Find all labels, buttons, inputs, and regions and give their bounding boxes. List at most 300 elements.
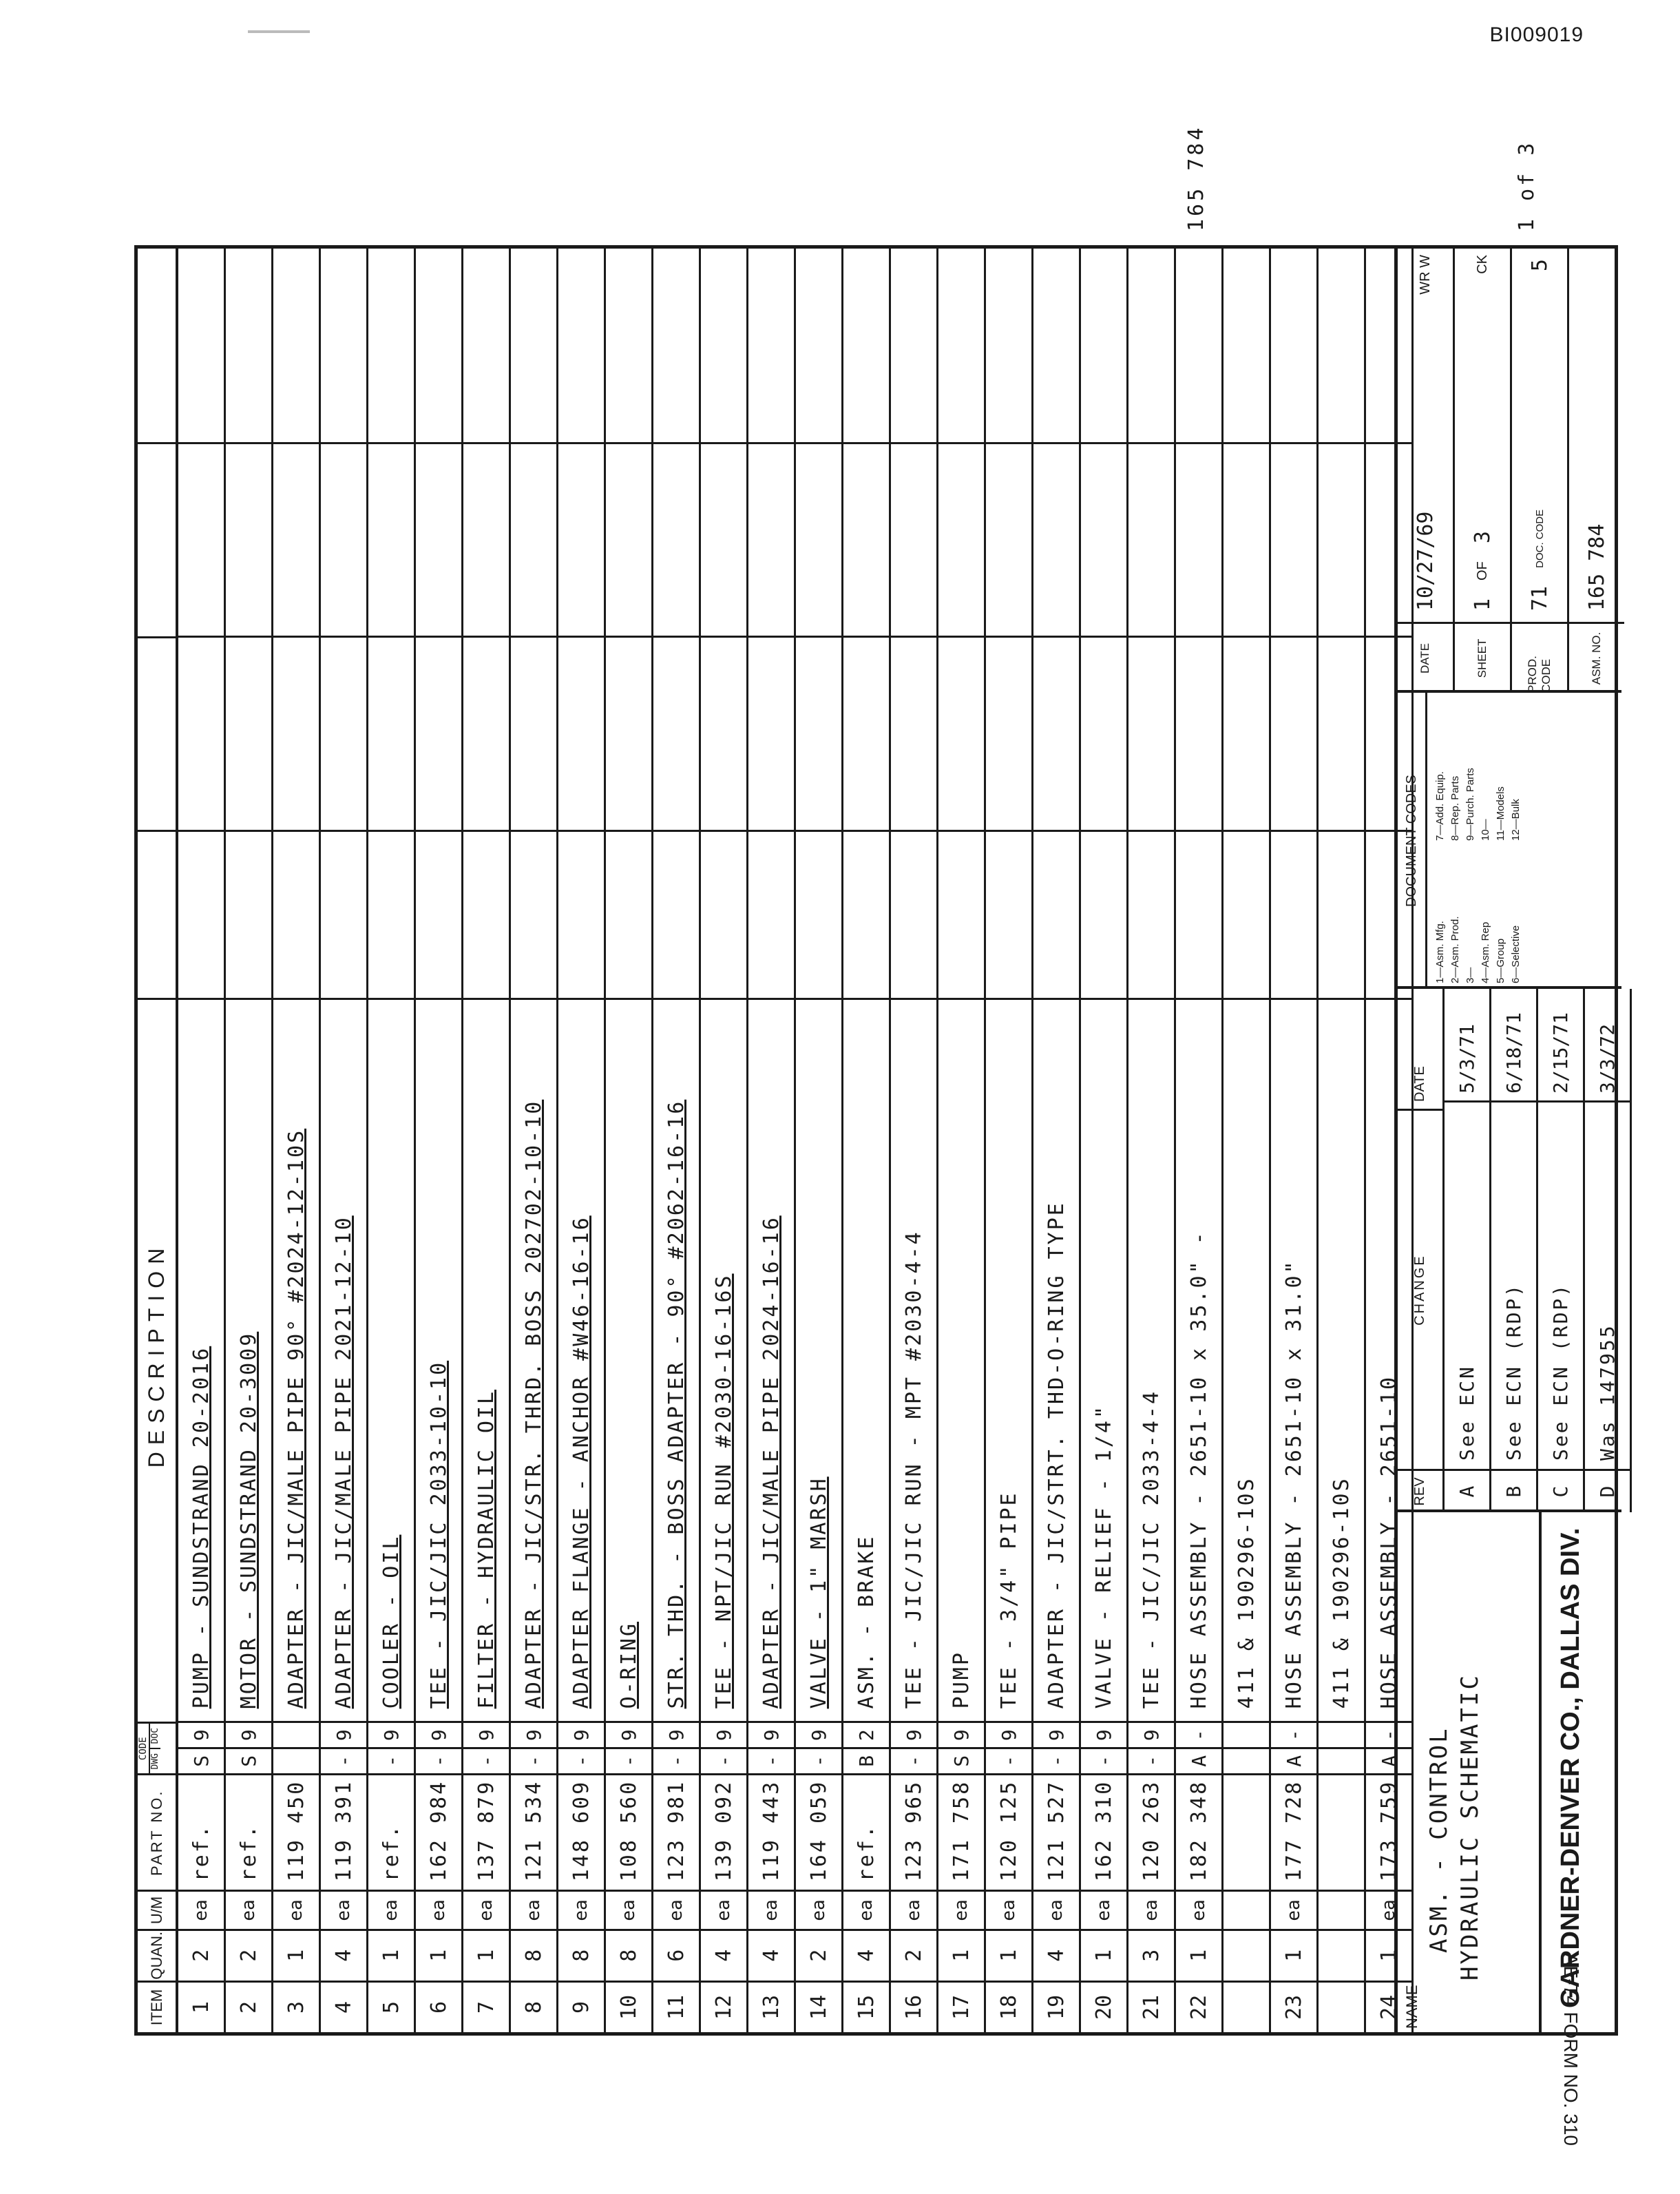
blank-cell (606, 442, 651, 636)
part-number-cell: 164 059 (796, 1773, 841, 1890)
col-extra-2 (138, 636, 176, 830)
blank-cell (701, 636, 746, 829)
doc-code-cell: 9 (178, 1721, 224, 1747)
blank-cell (701, 442, 746, 636)
blank-cell (1319, 830, 1364, 998)
form-number: AE-74 FORM NO. 310 (1560, 1952, 1582, 2146)
unit-cell: ea (891, 1890, 936, 1928)
dwg-code-cell: - (463, 1747, 509, 1773)
blank-cell (606, 830, 651, 998)
sheet-row (1455, 245, 1512, 693)
blank-cell (226, 249, 271, 442)
unit-cell (1224, 1890, 1269, 1928)
blank-cell (1271, 636, 1316, 829)
part-number-cell (1224, 1773, 1269, 1890)
blank-cell (321, 830, 366, 998)
description-cell: TEE - NPT/JIC RUN #2030-16-16S (701, 998, 746, 1722)
blank-cell (178, 249, 224, 442)
wr-label: WR W (1417, 255, 1433, 295)
blank-cell (796, 830, 841, 998)
doc-code-cell: 9 (938, 1721, 984, 1747)
blank-cell (701, 830, 746, 998)
dwg-code-cell: S (178, 1747, 224, 1773)
blank-cell (843, 442, 889, 636)
table-row (1033, 249, 1081, 2032)
table-row (1319, 249, 1366, 2032)
blank-cell (511, 249, 556, 442)
blank-cell (558, 636, 604, 829)
document-code-entry: 9—Purch. Parts (1464, 768, 1476, 841)
col-description: DESCRIPTION (138, 998, 176, 1722)
unit-cell: ea (748, 1890, 794, 1928)
blank-cell (1128, 830, 1174, 998)
divider (1539, 1512, 1542, 2036)
quantity-cell: 2 (226, 1929, 271, 1981)
blank-cell (1319, 249, 1364, 442)
rev-col-label: REV (1398, 1469, 1442, 1512)
blank-cell (1271, 249, 1316, 442)
col-quan: QUAN. (138, 1929, 176, 1981)
doc-code-cell: 9 (796, 1721, 841, 1747)
part-number-cell: 123 981 (653, 1773, 699, 1890)
col-code (138, 1722, 176, 1773)
doc-code-cell: 9 (1081, 1721, 1126, 1747)
table-row (701, 249, 748, 2032)
blank-cell (1033, 249, 1079, 442)
sheet-label: SHEET (1455, 622, 1510, 693)
blank-cell (1176, 249, 1221, 442)
doc-code-cell: 9 (606, 1721, 651, 1747)
title-name-box (1398, 1509, 1621, 2036)
table-row (606, 249, 653, 2032)
unit-cell: ea (226, 1890, 271, 1928)
description-cell: 411 & 190296-10S (1224, 998, 1269, 1722)
document-codes-right (1433, 698, 1524, 841)
title-block (1394, 245, 1618, 2036)
unit-cell: ea (1366, 1890, 1411, 1928)
rev-letter: A (1445, 1469, 1489, 1512)
blank-cell (226, 442, 271, 636)
revision-header (1398, 989, 1445, 1512)
blank-cell (368, 636, 414, 829)
description-cell: TEE - JIC/JIC RUN - MPT #2030-4-4 (891, 998, 936, 1722)
item-cell: 15 (843, 1981, 889, 2032)
part-number-cell: 121 534 (511, 1773, 556, 1890)
quantity-cell (1319, 1929, 1364, 1981)
revision-rows (1445, 989, 1632, 1512)
blank-cell (273, 830, 319, 998)
item-cell: 6 (416, 1981, 461, 2032)
table-row (368, 249, 416, 2032)
rev-change: See ECN (RDP) (1538, 1100, 1583, 1469)
col-extra-1 (138, 830, 176, 998)
part-number-cell: 137 879 (463, 1773, 509, 1890)
quantity-cell: 4 (748, 1929, 794, 1981)
table-row (1176, 249, 1224, 2032)
blank-cell (1176, 442, 1221, 636)
blank-cell (368, 249, 414, 442)
prod-code-value: 71 (1527, 585, 1552, 611)
doc-code-value: 5 (1527, 259, 1552, 272)
table-row (226, 249, 273, 2032)
description-cell: STR. THD. - BOSS ADAPTER - 90° #2062-16-16 (653, 998, 699, 1722)
blank-cell (986, 249, 1031, 442)
dwg-code-cell: - (558, 1747, 604, 1773)
blank-cell (796, 442, 841, 636)
item-cell: 22 (1176, 1981, 1221, 2032)
asm-no-value: 165 784 (1584, 523, 1609, 611)
doc-code-cell: - (1176, 1721, 1221, 1747)
unit-cell: ea (463, 1890, 509, 1928)
col-um: U/M (138, 1890, 176, 1928)
column-header-row (138, 249, 178, 2032)
part-number-cell: 119 450 (273, 1773, 319, 1890)
blank-cell (986, 830, 1031, 998)
blank-cell (416, 442, 461, 636)
unit-cell: ea (653, 1890, 699, 1928)
quantity-cell: 1 (1081, 1929, 1126, 1981)
document-codes-left (1433, 841, 1524, 983)
quantity-cell: 8 (558, 1929, 604, 1981)
dwg-code-cell: - (416, 1747, 461, 1773)
blank-cell (1033, 442, 1079, 636)
quantity-cell: 4 (321, 1929, 366, 1981)
blank-cell (748, 830, 794, 998)
blank-cell (1224, 636, 1269, 829)
revision-row (1538, 989, 1585, 1512)
blank-cell (653, 830, 699, 998)
unit-cell: ea (558, 1890, 604, 1928)
part-number-cell: 171 758 (938, 1773, 984, 1890)
document-id: BI009019 (1489, 23, 1584, 46)
dwg-code-cell: - (368, 1747, 414, 1773)
item-cell: 23 (1271, 1981, 1316, 2032)
quantity-cell: 4 (701, 1929, 746, 1981)
parts-rows (178, 249, 1414, 2032)
blank-cell (796, 249, 841, 442)
page-number-label: 1 of 3 (1515, 140, 1539, 231)
document-code-entry: 5—Group (1495, 938, 1506, 983)
description-cell: TEE - JIC/JIC 2033-10-10 (416, 998, 461, 1722)
blank-cell (891, 249, 936, 442)
unit-cell: ea (1176, 1890, 1221, 1928)
table-row (463, 249, 511, 2032)
unit-cell: ea (1081, 1890, 1126, 1928)
blank-cell (1033, 830, 1079, 998)
blank-cell (606, 249, 651, 442)
blank-cell (891, 636, 936, 829)
dwg-code-cell (1224, 1747, 1269, 1773)
unit-cell: ea (321, 1890, 366, 1928)
doc-code-cell: 9 (1128, 1721, 1174, 1747)
col-dwg: DWG (150, 1748, 160, 1773)
description-cell: ADAPTER - JIC/MALE PIPE 2021-12-10 (321, 998, 366, 1722)
blank-cell (1176, 830, 1221, 998)
item-cell: 19 (1033, 1981, 1079, 2032)
blank-cell (273, 636, 319, 829)
part-number-cell: 182 348 (1176, 1773, 1221, 1890)
description-cell: ADAPTER - JIC/STRT. THD-O-RING TYPE (1033, 998, 1079, 1722)
unit-cell: ea (843, 1890, 889, 1928)
assembly-name-line1: ASM. - CONTROL (1425, 1726, 1453, 1953)
quantity-cell: 8 (511, 1929, 556, 1981)
blank-cell (606, 636, 651, 829)
doc-code-cell: 2 (843, 1721, 889, 1747)
assembly-name-line2: HYDRAULIC SCHEMATIC (1456, 1673, 1484, 1981)
blank-cell (463, 636, 509, 829)
blank-cell (416, 636, 461, 829)
unit-cell: ea (1271, 1890, 1316, 1928)
item-cell: 17 (938, 1981, 984, 2032)
blank-cell (938, 249, 984, 442)
description-cell: ADAPTER FLANGE - ANCHOR #W46-16-16 (558, 998, 604, 1722)
date-col-label: DATE (1412, 1066, 1427, 1102)
description-cell: COOLER - OIL (368, 998, 414, 1722)
item-cell: 3 (273, 1981, 319, 2032)
item-cell: 8 (511, 1981, 556, 2032)
part-number-cell: 123 965 (891, 1773, 936, 1890)
item-cell: 2 (226, 1981, 271, 2032)
rev-date: 5/3/71 (1456, 1023, 1478, 1094)
doc-code-cell: 9 (463, 1721, 509, 1747)
change-col-label: CHANGE (1398, 1109, 1442, 1469)
description-cell: FILTER - HYDRAULIC OIL (463, 998, 509, 1722)
dwg-code-cell: A (1176, 1747, 1221, 1773)
blank-cell (1128, 249, 1174, 442)
blank-cell (653, 249, 699, 442)
asm-no-label: ASM. NO. (1569, 622, 1624, 693)
part-number-cell: 173 759 (1366, 1773, 1411, 1890)
date-value: 10/27/69 (1413, 511, 1438, 611)
part-number-cell: ref. (178, 1773, 224, 1890)
part-number-cell: 119 391 (321, 1773, 366, 1890)
quantity-cell: 1 (1271, 1929, 1316, 1981)
quantity-cell (1224, 1929, 1269, 1981)
blank-cell (986, 636, 1031, 829)
code-row (1512, 245, 1569, 693)
blank-cell (1081, 442, 1126, 636)
doc-code-cell: 9 (321, 1721, 366, 1747)
of-label: OF (1474, 561, 1490, 581)
dwg-code-cell: A (1366, 1747, 1411, 1773)
rev-change: See ECN (1445, 1100, 1489, 1469)
blank-cell (368, 830, 414, 998)
table-row (653, 249, 701, 2032)
dwg-code-cell: - (1033, 1747, 1079, 1773)
document-code-entry: 3— (1464, 967, 1476, 983)
doc-code-cell: 9 (226, 1721, 271, 1747)
description-cell: ADAPTER - JIC/STR. THRD. BOSS 202702-10-10 (511, 998, 556, 1722)
blank-cell (938, 442, 984, 636)
blank-cell (463, 442, 509, 636)
ck-label: CK (1474, 255, 1490, 274)
table-row (321, 249, 368, 2032)
description-cell: TEE - 3/4" PIPE (986, 998, 1031, 1722)
blank-cell (843, 830, 889, 998)
unit-cell (1319, 1890, 1364, 1928)
date-row (1398, 245, 1455, 693)
company-name: GARDNER-DENVER CO., DALLAS DIV. (1556, 1527, 1585, 2008)
dwg-code-cell (273, 1747, 319, 1773)
blank-cell (273, 442, 319, 636)
unit-cell: ea (1128, 1890, 1174, 1928)
dwg-code-cell: - (321, 1747, 366, 1773)
col-item: ITEM (138, 1981, 176, 2032)
col-extra-3 (138, 442, 176, 636)
rev-date: 3/3/72 (1596, 1023, 1619, 1094)
description-cell: HOSE ASSEMBLY - 2651-10 x 31.0" (1271, 998, 1316, 1722)
unit-cell: ea (511, 1890, 556, 1928)
item-cell: 16 (891, 1981, 936, 2032)
document-code-entry: 7—Add. Equip. (1434, 771, 1446, 841)
col-part-no: PART NO. (138, 1773, 176, 1890)
unit-cell: ea (606, 1890, 651, 1928)
document-code-entry: 4—Asm. Rep (1480, 921, 1491, 983)
doc-code-cell: 9 (701, 1721, 746, 1747)
blank-cell (511, 636, 556, 829)
assembly-ref-label: 165 784 (1184, 125, 1208, 231)
dwg-code-cell: - (511, 1747, 556, 1773)
of-value: 3 (1470, 531, 1495, 544)
part-number-cell: 162 310 (1081, 1773, 1126, 1890)
col-code-title: CODE (138, 1724, 150, 1773)
quantity-cell: 6 (653, 1929, 699, 1981)
blank-cell (558, 830, 604, 998)
blank-cell (368, 442, 414, 636)
blank-cell (1033, 636, 1079, 829)
part-number-cell: 162 984 (416, 1773, 461, 1890)
quantity-cell: 1 (1176, 1929, 1221, 1981)
doc-code-cell: 9 (368, 1721, 414, 1747)
part-number-cell: ref. (226, 1773, 271, 1890)
document-code-entry: 1—Asm. Mfg. (1434, 921, 1446, 983)
part-number-cell: 120 125 (986, 1773, 1031, 1890)
blank-cell (1319, 636, 1364, 829)
quantity-cell: 1 (938, 1929, 984, 1981)
dwg-code-cell: S (226, 1747, 271, 1773)
dwg-code-cell: - (1081, 1747, 1126, 1773)
quantity-cell: 4 (843, 1929, 889, 1981)
quantity-cell: 8 (606, 1929, 651, 1981)
item-cell: 7 (463, 1981, 509, 2032)
blank-cell (1128, 442, 1174, 636)
doc-code-cell (273, 1721, 319, 1747)
table-row (273, 249, 321, 2032)
doc-code-cell: - (1271, 1721, 1316, 1747)
rev-date: 6/18/71 (1502, 1012, 1525, 1094)
item-cell: 1 (178, 1981, 224, 2032)
doc-code-cell: 9 (653, 1721, 699, 1747)
quantity-cell: 1 (416, 1929, 461, 1981)
item-cell: 24 (1366, 1981, 1411, 2032)
blank-cell (1271, 830, 1316, 998)
blank-cell (843, 249, 889, 442)
item-cell: 11 (653, 1981, 699, 2032)
prod-code-label: PROD. CODE (1512, 622, 1567, 693)
blank-cell (1081, 249, 1126, 442)
dwg-code-cell: - (748, 1747, 794, 1773)
document-code-entry: 6—Selective (1510, 925, 1522, 983)
table-row (938, 249, 986, 2032)
revision-row (1445, 989, 1491, 1512)
rev-letter: D (1585, 1469, 1630, 1512)
item-cell: 20 (1081, 1981, 1126, 2032)
blank-cell (226, 830, 271, 998)
part-number-cell: 119 443 (748, 1773, 794, 1890)
quantity-cell: 1 (1366, 1929, 1411, 1981)
blank-cell (1128, 636, 1174, 829)
table-row (558, 249, 606, 2032)
blank-cell (891, 442, 936, 636)
blank-cell (558, 442, 604, 636)
table-row (1271, 249, 1319, 2032)
rev-change: See ECN (RDP) (1491, 1100, 1536, 1469)
dwg-code-cell: - (891, 1747, 936, 1773)
revision-table (1398, 986, 1621, 1512)
dwg-code-cell: S (938, 1747, 984, 1773)
blank-cell (463, 830, 509, 998)
doc-code-cell (1224, 1721, 1269, 1747)
blank-cell (891, 830, 936, 998)
part-number-cell: 121 527 (1033, 1773, 1079, 1890)
table-row (1081, 249, 1128, 2032)
blank-cell (1319, 442, 1364, 636)
blank-cell (321, 442, 366, 636)
quantity-cell: 2 (178, 1929, 224, 1981)
blank-cell (558, 249, 604, 442)
table-row (986, 249, 1033, 2032)
asm-row (1569, 245, 1624, 693)
blank-cell (1224, 442, 1269, 636)
blank-cell (843, 636, 889, 829)
quantity-cell: 1 (463, 1929, 509, 1981)
quantity-cell: 1 (986, 1929, 1031, 1981)
item-cell: 10 (606, 1981, 651, 2032)
blank-cell (748, 442, 794, 636)
document-code-entry: 11—Models (1495, 786, 1506, 841)
document-codes-box (1398, 690, 1621, 989)
blank-cell (416, 830, 461, 998)
item-cell (1224, 1981, 1269, 2032)
item-cell: 21 (1128, 1981, 1174, 2032)
dwg-code-cell: B (843, 1747, 889, 1773)
description-cell: HOSE ASSEMBLY - 2651-10 x 35.0" - (1176, 998, 1221, 1722)
blank-cell (748, 249, 794, 442)
description-cell: PUMP (938, 998, 984, 1722)
quantity-cell: 4 (1033, 1929, 1079, 1981)
description-cell: VALVE - 1" MARSH (796, 998, 841, 1722)
blank-cell (321, 249, 366, 442)
doc-code-cell: 9 (511, 1721, 556, 1747)
table-row (891, 249, 938, 2032)
item-cell: 14 (796, 1981, 841, 2032)
doc-code-cell: 9 (748, 1721, 794, 1747)
quantity-cell: 1 (368, 1929, 414, 1981)
document-code-entry: 10— (1480, 819, 1491, 841)
blank-cell (986, 442, 1031, 636)
description-cell: ADAPTER - JIC/MALE PIPE 2024-16-16 (748, 998, 794, 1722)
blank-cell (226, 636, 271, 829)
blank-cell (511, 830, 556, 998)
item-cell: 12 (701, 1981, 746, 2032)
description-cell: PUMP - SUNDSTRAND 20-2016 (178, 998, 224, 1722)
date-label: DATE (1398, 622, 1453, 693)
document-code-entry: 8—Rep. Parts (1449, 775, 1461, 841)
blank-cell (938, 830, 984, 998)
blank-cell (463, 249, 509, 442)
unit-cell: ea (416, 1890, 461, 1928)
table-row (796, 249, 843, 2032)
